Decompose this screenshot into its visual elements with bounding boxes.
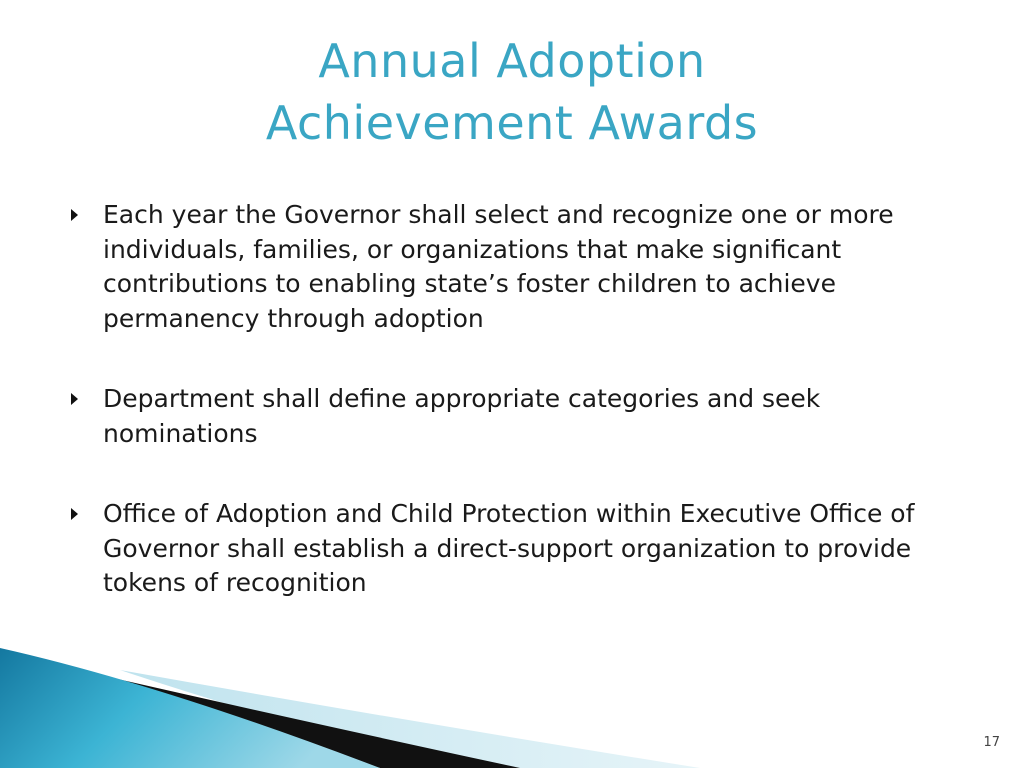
bullet-item	[68, 198, 968, 336]
bullet-text: Department shall define appropriate categories and seek nominations	[103, 384, 821, 448]
title-line-2: Achievement Awards	[265, 96, 759, 150]
slide-title	[0, 30, 1024, 154]
bullet-item	[68, 497, 968, 601]
title-line-1: Annual Adoption	[318, 34, 706, 88]
decorative-swoosh	[0, 640, 1024, 768]
triangle-bullet-icon	[71, 209, 78, 221]
bullet-text: Each year the Governor shall select and recognize one or more individuals, families, or organizations that make significant contributions to enabling state’s foster children to achieve permanency through adoption	[103, 200, 894, 333]
bullet-list	[68, 198, 968, 647]
triangle-bullet-icon	[71, 508, 78, 520]
triangle-bullet-icon	[71, 393, 78, 405]
bullet-item	[68, 382, 968, 451]
page-number: 17	[983, 735, 1000, 750]
bullet-text: Office of Adoption and Child Protection within Executive Office of Governor shall establish a direct-support organization to provide tokens of recognition	[103, 499, 915, 597]
